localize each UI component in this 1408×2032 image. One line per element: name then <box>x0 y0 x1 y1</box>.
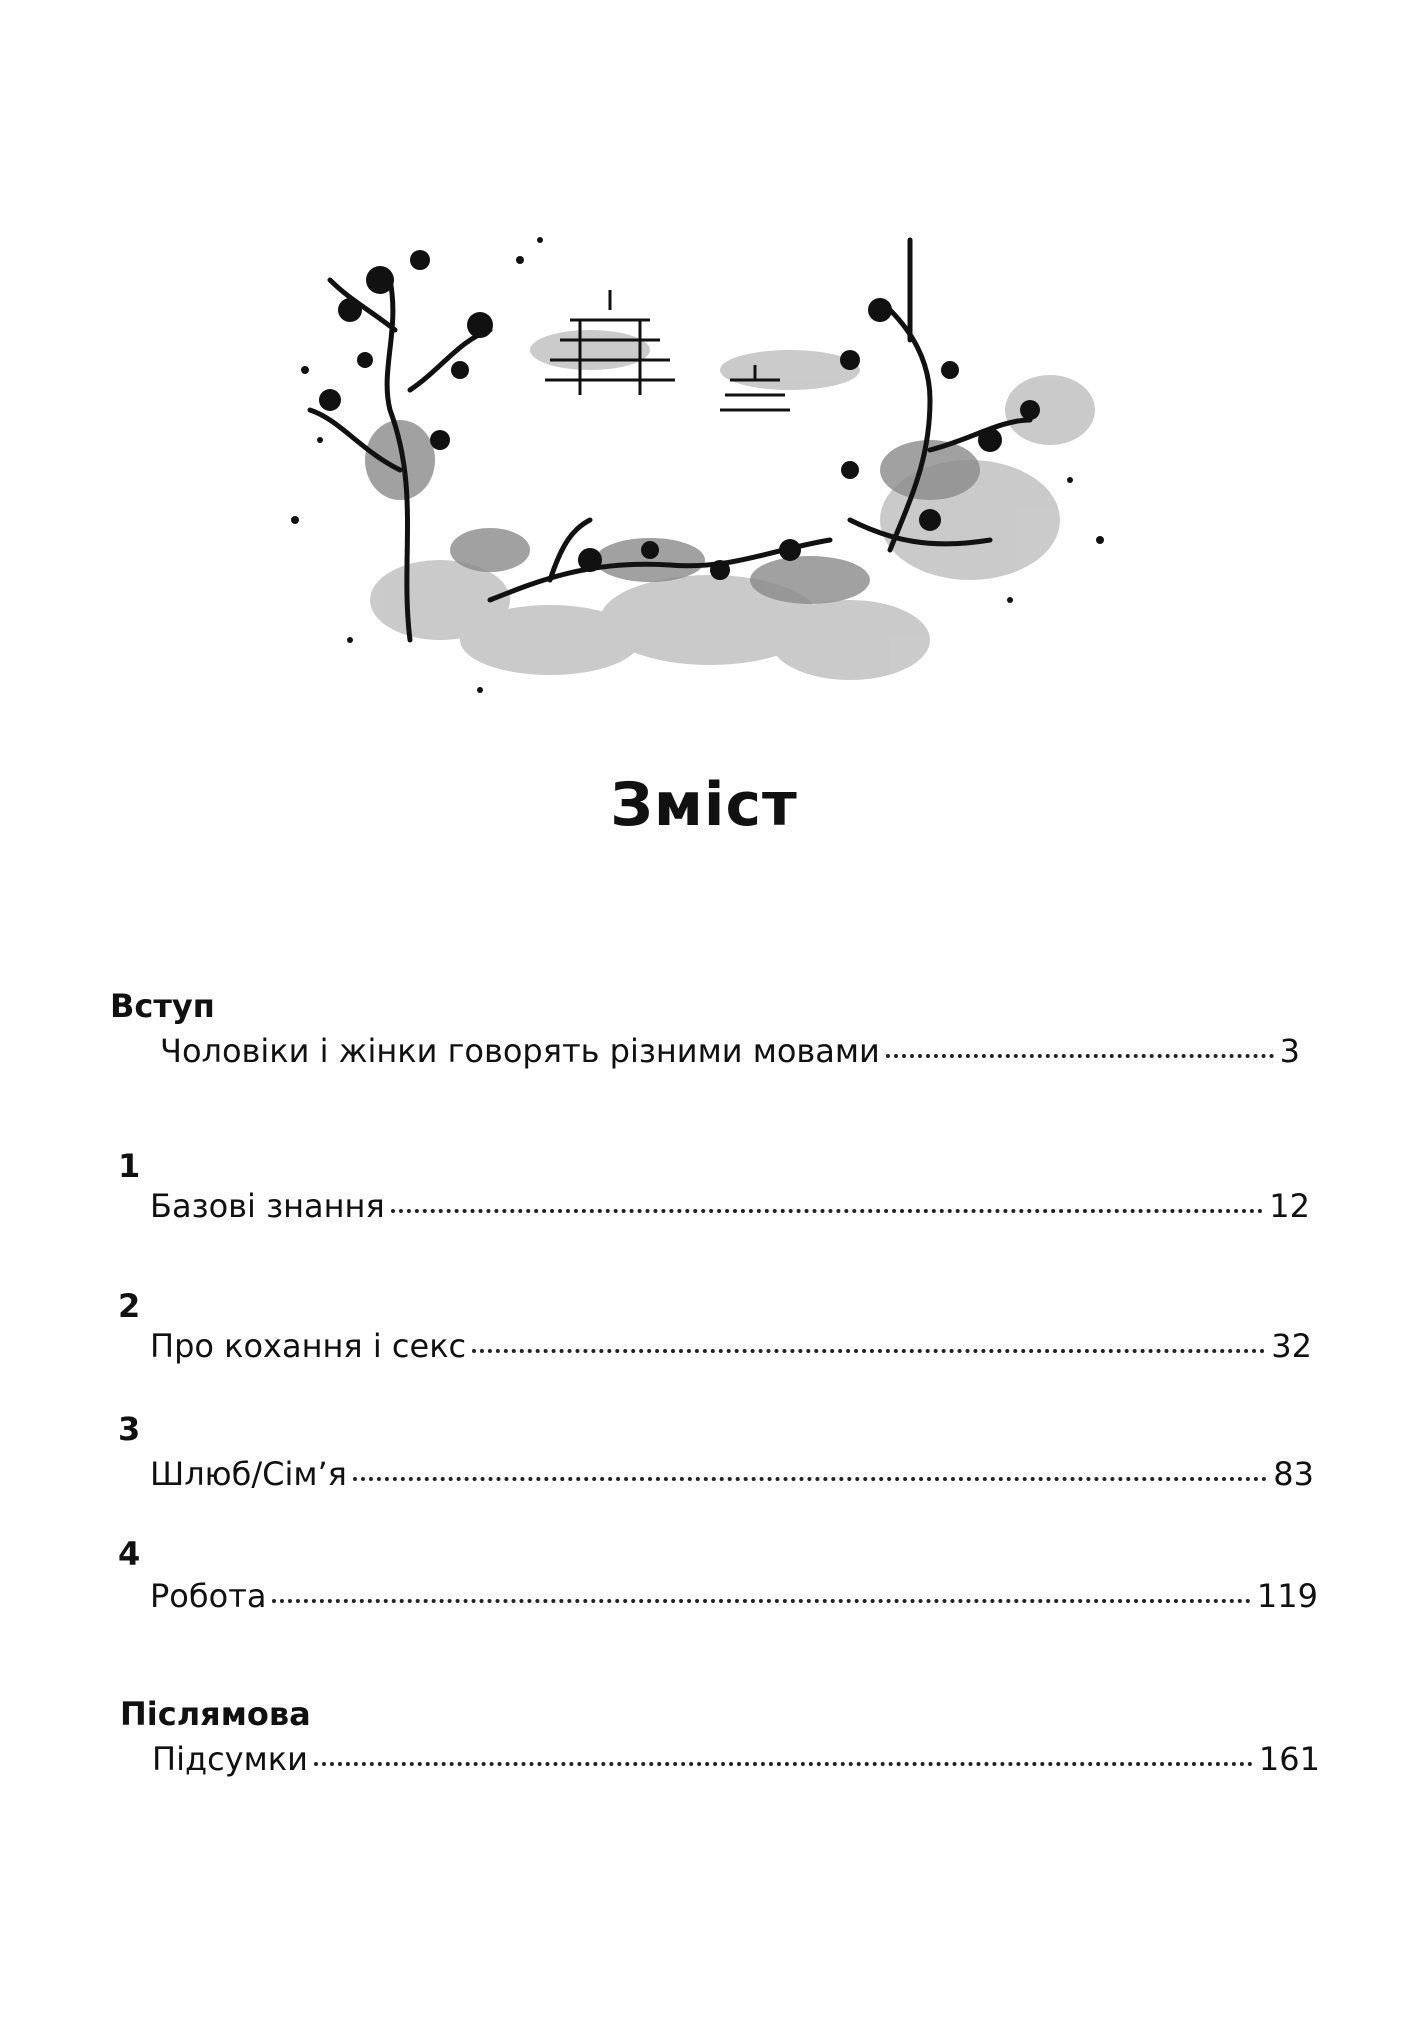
toc-entry[interactable] <box>160 1032 1300 1070</box>
toc-entry-title: Чоловіки і жінки говорять різними мовами <box>160 1032 880 1070</box>
toc-entry-page-number: 32 <box>1271 1327 1312 1365</box>
toc-entry-page-number: 83 <box>1273 1455 1314 1493</box>
toc-entry[interactable] <box>150 1187 1310 1225</box>
dot-leader <box>886 1054 1274 1058</box>
toc-section-heading: Вступ <box>110 987 215 1025</box>
toc-entry[interactable] <box>152 1740 1320 1778</box>
dot-leader <box>314 1762 1253 1766</box>
toc-entry-title: Шлюб/Сім’я <box>150 1455 347 1493</box>
toc-section-heading: 1 <box>118 1147 141 1185</box>
toc-entry-page-number: 161 <box>1258 1740 1320 1778</box>
dot-leader <box>391 1209 1264 1213</box>
dot-leader <box>472 1349 1265 1353</box>
toc-entry[interactable] <box>150 1455 1314 1493</box>
toc-section-heading: 4 <box>118 1535 141 1573</box>
toc-entry-title: Про кохання і секс <box>150 1327 467 1365</box>
dot-leader <box>353 1477 1267 1481</box>
toc-entry-page-number: 3 <box>1279 1032 1300 1070</box>
toc-section-heading: 3 <box>118 1410 141 1448</box>
toc-entry-page-number: 119 <box>1256 1577 1318 1615</box>
toc-entry-title: Підсумки <box>152 1740 308 1778</box>
toc-entry[interactable] <box>150 1577 1318 1615</box>
toc-entry-page-number: 12 <box>1269 1187 1310 1225</box>
toc-section-heading: 2 <box>118 1287 141 1325</box>
page-title: Зміст <box>610 770 798 840</box>
dot-leader <box>272 1599 1250 1603</box>
toc-entry-title: Базові знання <box>150 1187 385 1225</box>
toc-entry[interactable] <box>150 1327 1312 1365</box>
toc-entry-title: Робота <box>150 1577 267 1615</box>
toc-section-heading: Післямова <box>120 1695 311 1733</box>
